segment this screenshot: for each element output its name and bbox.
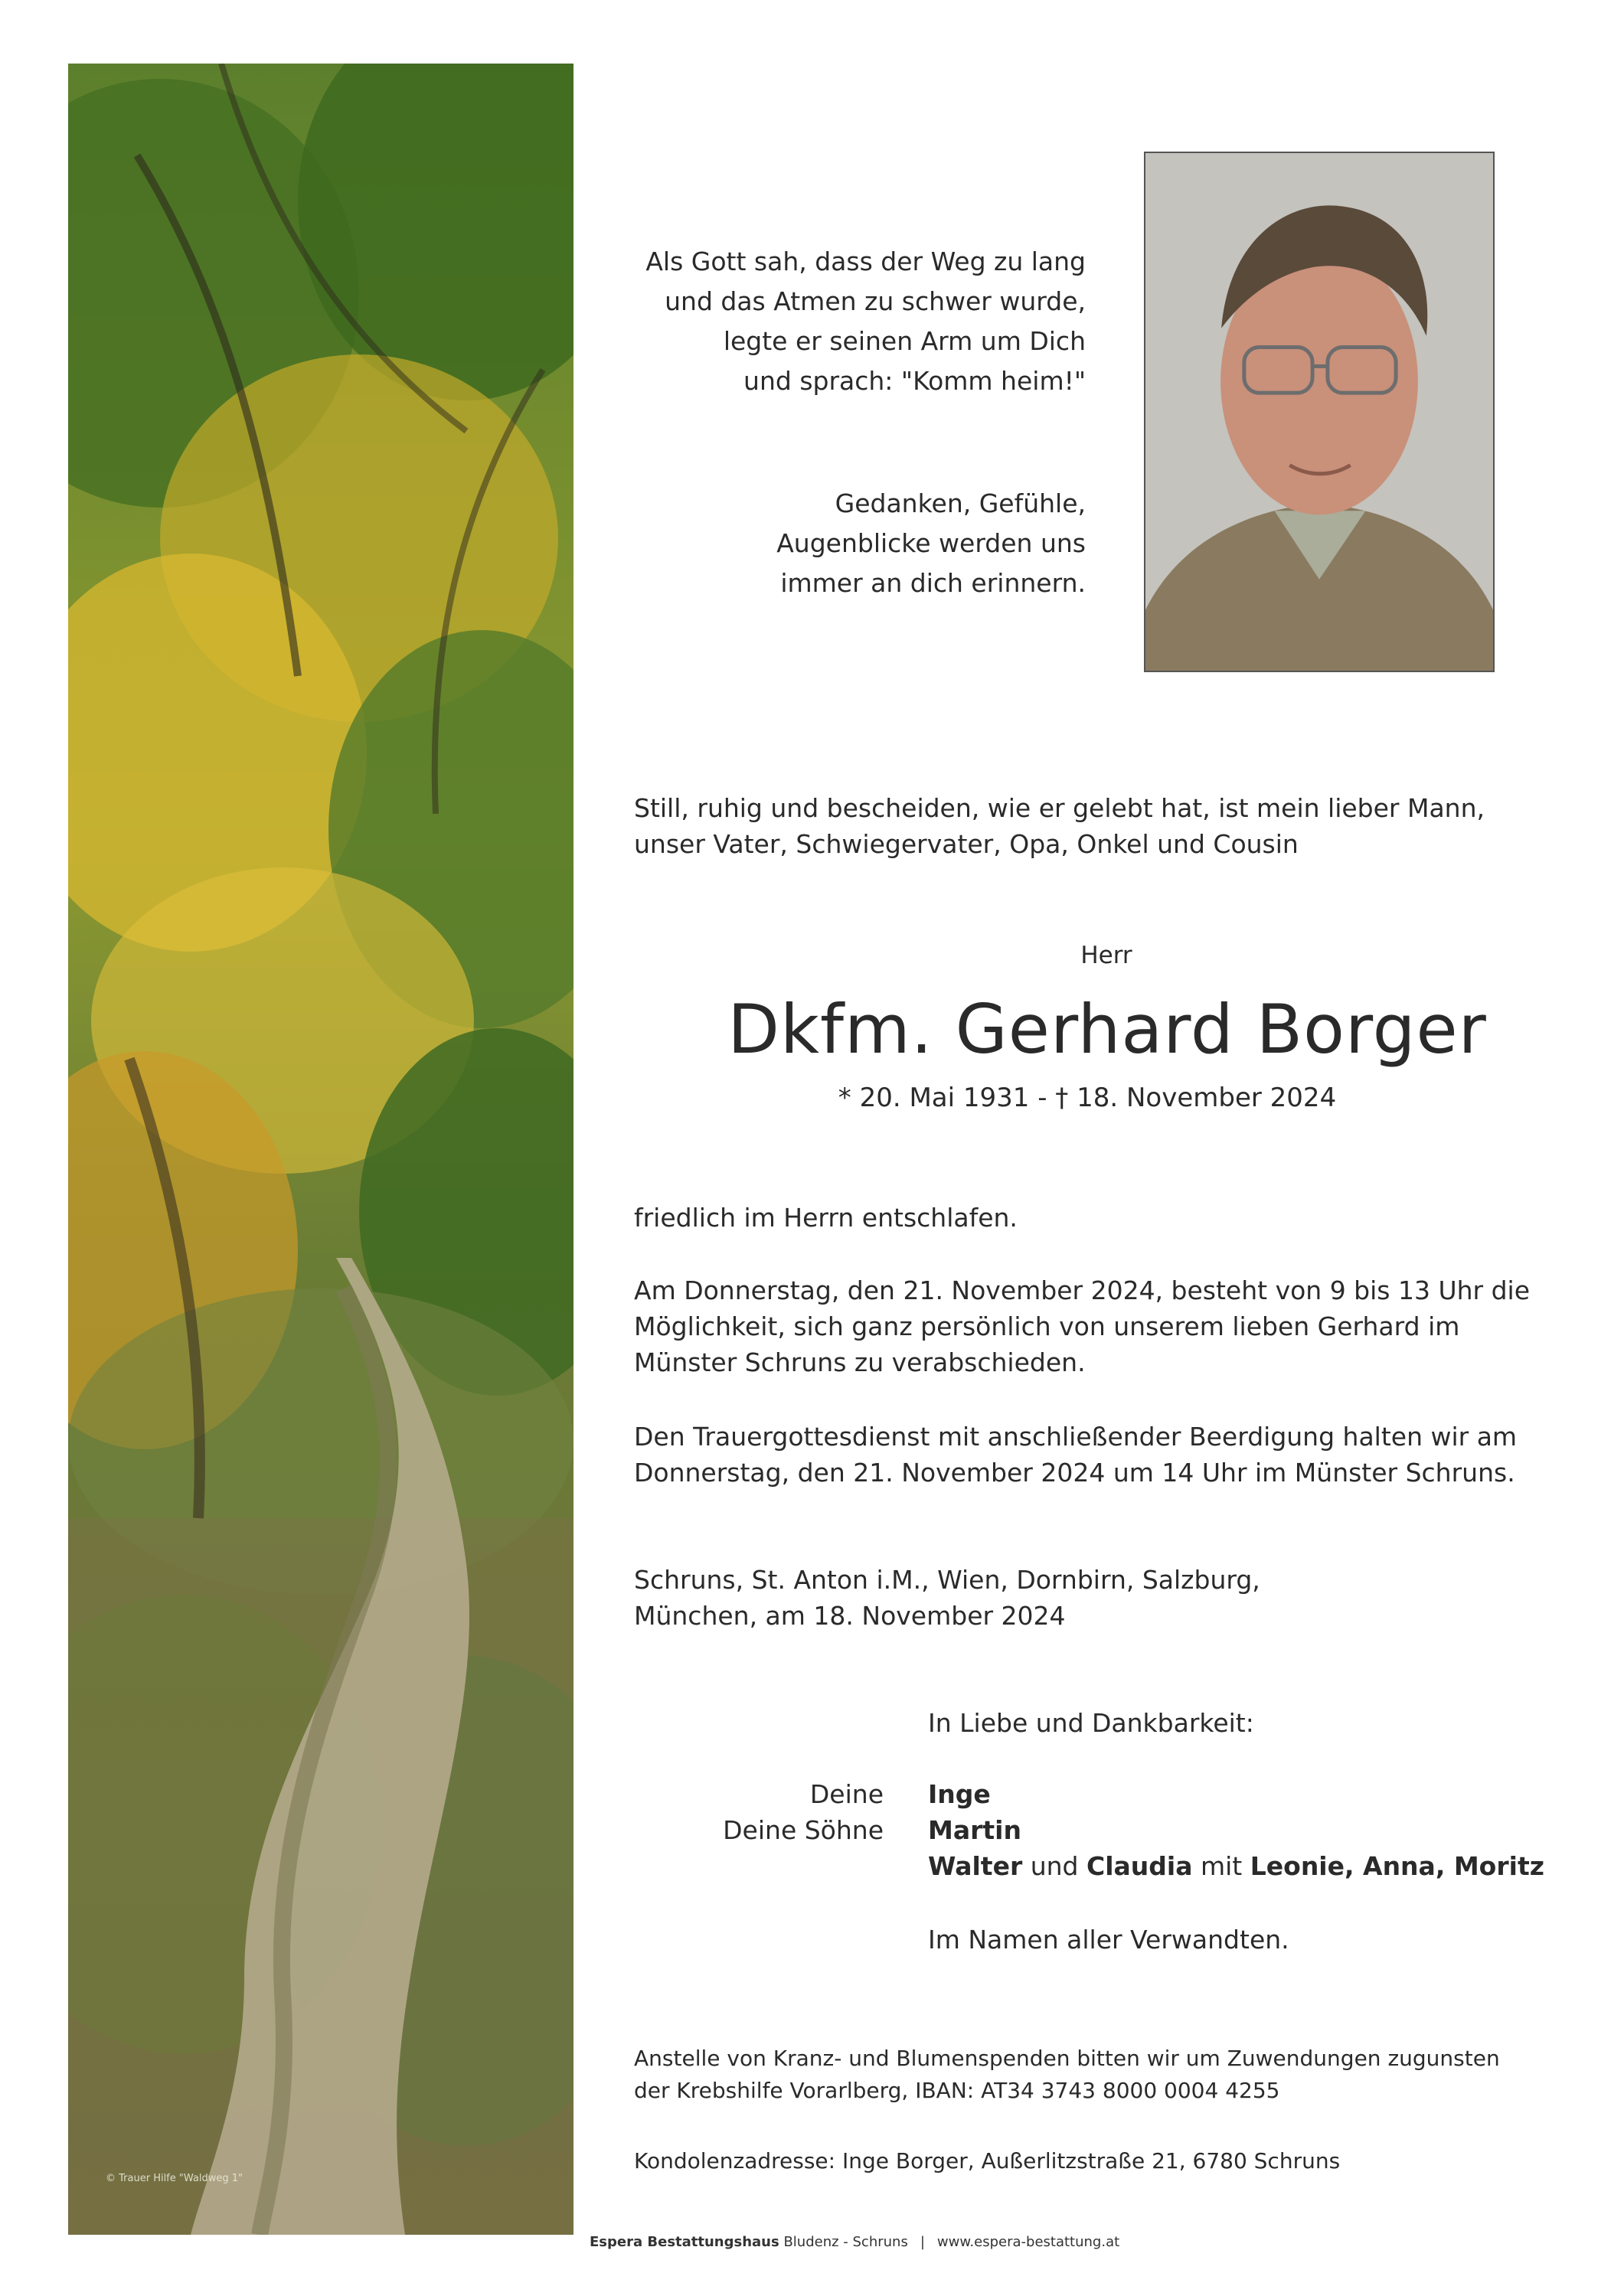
- forest-path-image: [68, 64, 573, 2235]
- service-line: Den Trauergottesdienst mit anschließender Beerdigung halten wir am: [634, 1422, 1518, 1452]
- passing-text: friedlich im Herrn entschlafen.: [634, 1203, 1018, 1233]
- service-text: [634, 1419, 1553, 1491]
- mourner-name: Claudia: [1086, 1851, 1193, 1881]
- footer-separator: |: [920, 2234, 925, 2250]
- footer: [590, 2234, 1119, 2250]
- mourner-name-line: [928, 1848, 1579, 1884]
- mourner-name-line: [928, 1776, 1579, 1812]
- poem-verse-2: [536, 484, 1086, 603]
- donation-text: [634, 2043, 1553, 2107]
- viewing-line: Möglichkeit, sich ganz persönlich von unserem lieben Gerhard im: [634, 1311, 1460, 1341]
- footer-website-link[interactable]: www.espera-bestattung.at: [936, 2234, 1120, 2250]
- mourner-name-line: [928, 1812, 1579, 1848]
- service-line: Donnerstag, den 21. November 2024 um 14 Uhr im Münster Schruns.: [634, 1458, 1515, 1488]
- condolence-address: Kondolenzadresse: Inge Borger, Außerlitzstraße 21, 6780 Schruns: [634, 2148, 1341, 2174]
- family-line: Im Namen aller Verwandten.: [928, 1925, 1289, 1955]
- portrait-photo: [1144, 152, 1495, 672]
- connector-text: und: [1022, 1851, 1086, 1881]
- intro-text: [634, 790, 1515, 862]
- mourner-roles: [634, 1776, 884, 1848]
- poem-line: und das Atmen zu schwer wurde,: [665, 286, 1086, 316]
- grandchildren-names: Leonie, Anna, Moritz: [1250, 1851, 1544, 1881]
- place-date: [634, 1562, 1553, 1634]
- salutation: Herr: [1080, 942, 1132, 969]
- viewing-line: Münster Schruns zu verabschieden.: [634, 1347, 1086, 1377]
- donation-line: Anstelle von Kranz- und Blumenspenden bitten wir um Zuwendungen zugunsten: [634, 2046, 1500, 2071]
- intro-line: Still, ruhig und bescheiden, wie er gelebt hat, ist mein lieber Mann,: [634, 793, 1485, 823]
- donation-line: der Krebshilfe Vorarlberg, IBAN: AT34 3743 8000 0004 4255: [634, 2078, 1280, 2103]
- poem-line: Als Gott sah, dass der Weg zu lang: [645, 247, 1086, 276]
- place-date-line: München, am 18. November 2024: [634, 1601, 1066, 1631]
- poem-line: Gedanken, Gefühle,: [835, 488, 1086, 518]
- mourner-name: Walter: [928, 1851, 1023, 1881]
- poem-line: immer an dich erinnern.: [780, 568, 1086, 598]
- mourner-role: Deine: [809, 1779, 884, 1809]
- mourner-name: Martin: [928, 1815, 1021, 1845]
- footer-company: Espera Bestattungshaus: [590, 2234, 779, 2250]
- poem-line: Augenblicke werden uns: [776, 528, 1086, 558]
- deceased-name: Dkfm. Gerhard Borger: [727, 990, 1487, 1069]
- photo-credit: © Trauer Hilfe "Waldweg 1": [106, 2173, 243, 2184]
- connector-text: mit: [1192, 1851, 1250, 1881]
- place-date-line: Schruns, St. Anton i.M., Wien, Dornbirn, Salzburg,: [634, 1565, 1260, 1595]
- intro-line: unser Vater, Schwiegervater, Opa, Onkel und Cousin: [634, 829, 1299, 859]
- life-dates: * 20. Mai 1931 - † 18. November 2024: [838, 1083, 1337, 1113]
- viewing-line: Am Donnerstag, den 21. November 2024, besteht von 9 bis 13 Uhr die: [634, 1275, 1531, 1305]
- mourner-names: [928, 1776, 1579, 1884]
- footer-locations: Bludenz - Schruns: [779, 2234, 908, 2250]
- mourner-name: Inge: [928, 1779, 991, 1809]
- gratitude-line: In Liebe und Dankbarkeit:: [928, 1708, 1254, 1738]
- mourner-role: Deine Söhne: [723, 1815, 884, 1845]
- poem-verse-1: [536, 242, 1086, 401]
- viewing-text: [634, 1272, 1553, 1380]
- poem-line: und sprach: "Komm heim!": [743, 366, 1086, 396]
- poem-line: legte er seinen Arm um Dich: [723, 326, 1086, 356]
